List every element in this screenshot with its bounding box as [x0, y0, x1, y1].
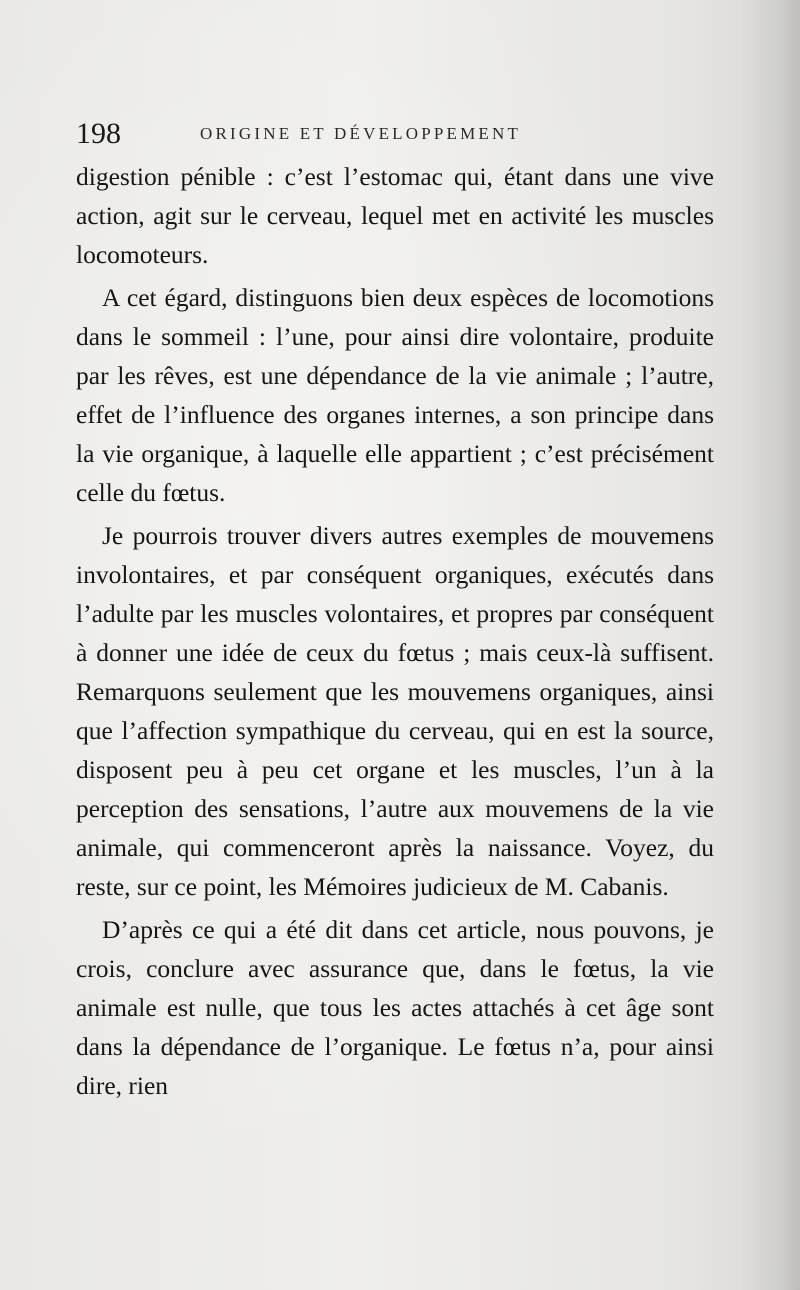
running-head: ORIGINE ET DÉVELOPPEMENT	[200, 124, 522, 143]
page-edge-shadow	[740, 0, 800, 1290]
paragraph: A cet égard, distinguons bien deux espèces de locomotions dans le sommeil : l’une, pour ainsi dire volontaire, produite par les rêves, est une dépendance de la vie animale ; l’autre, effet de l’influence des organes internes, a son principe dans la vie organique, à laquelle elle appartient ; c’est précisément celle du fœtus.	[76, 283, 714, 507]
body-text	[76, 157, 714, 1109]
paragraph: D’après ce qui a été dit dans cet article, nous pouvons, je crois, conclure avec assurance que, dans le fœtus, la vie animale est nulle, que tous les actes attachés à cet âge sont dans la dépendance de l’organique. Le fœtus n’a, pour ainsi dire, rien	[76, 915, 714, 1100]
paragraph-continuation: digestion pénible : c’est l’estomac qui, étant dans une vive action, agit sur le cerveau, lequel met en activité les muscles locomoteurs.	[76, 162, 714, 269]
paragraph: Je pourrois trouver divers autres exemples de mouvemens involontaires, et par conséquent organiques, exécutés dans l’adulte par les muscles volontaires, et propres par conséquent à donner une idée de ceux du fœtus ; mais ceux-là suffisent. Remarquons seulement que les mouvemens organiques, ainsi que l’affection sympathique du cerveau, qui en est la source, disposent peu à peu cet organe et les muscles, l’un à la perception des sensations, l’autre aux mouvemens de la vie animale, qui commenceront après la naissance. Voyez, du reste, sur ce point, les Mémoires judicieux de M. Cabanis.	[76, 521, 714, 901]
page-number: 198	[76, 117, 121, 150]
page-header	[76, 116, 716, 152]
